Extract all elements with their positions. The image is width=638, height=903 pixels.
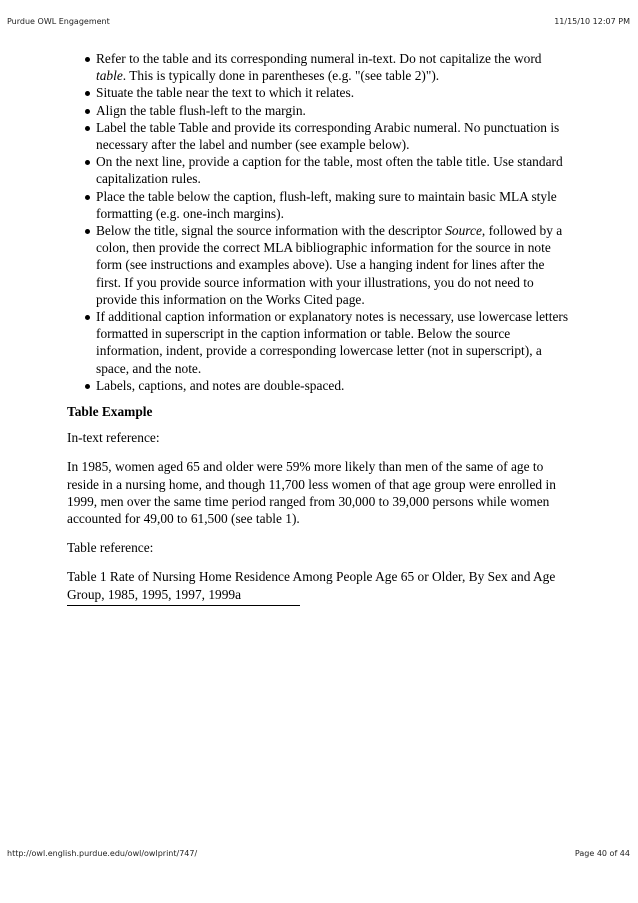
list-item [96,153,572,187]
bullet-icon [85,91,90,96]
list-item-text: If additional caption information or explanatory notes is necessary, use lowercase letters formatted in superscript in the caption information or table. Below the source information, indent, provide a corresponding lowercase letter (not in superscript), a space, and the note. [96,309,569,376]
bullet-icon [85,315,90,320]
table-top-rule [67,605,300,606]
list-item-text: . This is typically done in parentheses (e.g. "(see table 2)"). [122,68,440,84]
bullet-icon [85,195,90,200]
list-item [96,377,572,394]
intext-label: In-text reference: [67,430,160,446]
header-timestamp: 11/15/10 12:07 PM [554,17,630,26]
list-item-text: , followed by a colon, then provide the correct MLA bibliographic information for the source in note form (see instructions and examples above). Use a hanging indent for lines after the first. If you provide source information with your illustrations, you do not need to provide this information on the Works Cited page. [96,223,563,307]
list-item-text: Refer to the table and its corresponding numeral in-text. Do not capitalize the word [96,51,542,66]
document-body [67,50,572,606]
list-item [96,102,572,119]
bullet-icon [85,109,90,114]
list-item [96,188,572,222]
intext-paragraph: In 1985, women aged 65 and older were 59% more likely than men of the same of age to reside in a nursing home, and though 11,700 less women of that age group were enrolled in 1999, men over the same time period ranged from 30,000 to 39,000 persons while women accounted for 49,00 to 61,500 (see table 1). [67,459,556,527]
bullet-icon [85,160,90,165]
bullet-icon [85,57,90,62]
list-item [96,50,572,84]
italic-term: table [96,68,123,84]
footer-url: http://owl.english.purdue.edu/owl/owlprint/747/ [7,849,198,858]
list-item-text: Situate the table near the text to which it relates. [96,85,355,101]
list-item-text: Below the title, signal the source information with the descriptor [96,223,446,239]
table-caption: Table 1 Rate of Nursing Home Residence Among People Age 65 or Older, By Sex and Age Group, 1985, 1995, 1997, 1999a [67,569,556,602]
list-item-text: Align the table flush-left to the margin. [96,102,306,118]
italic-term: Source [445,223,482,239]
table-label: Table reference: [67,540,154,556]
list-item [96,119,572,153]
list-item-text: On the next line, provide a caption for the table, most often the table title. Use standard capitalization rules. [96,154,563,187]
section-heading: Table Example [67,404,153,420]
list-item [96,308,572,377]
bullet-icon [85,229,90,234]
guideline-list [67,50,572,394]
list-item-text: Place the table below the caption, flush-left, making sure to maintain basic MLA style formatting (e.g. one-inch margins). [96,188,557,221]
header-title: Purdue OWL Engagement [7,17,110,26]
bullet-icon [85,126,90,131]
list-item-text: Label the table Table and provide its corresponding Arabic numeral. No punctuation is necessary after the label and number (see example below). [96,119,560,153]
footer-page-number: Page 40 of 44 [574,849,630,858]
list-item [96,222,572,308]
list-item [96,84,572,101]
bullet-icon [85,384,90,389]
list-item-text: Labels, captions, and notes are double-spaced. [96,377,345,393]
